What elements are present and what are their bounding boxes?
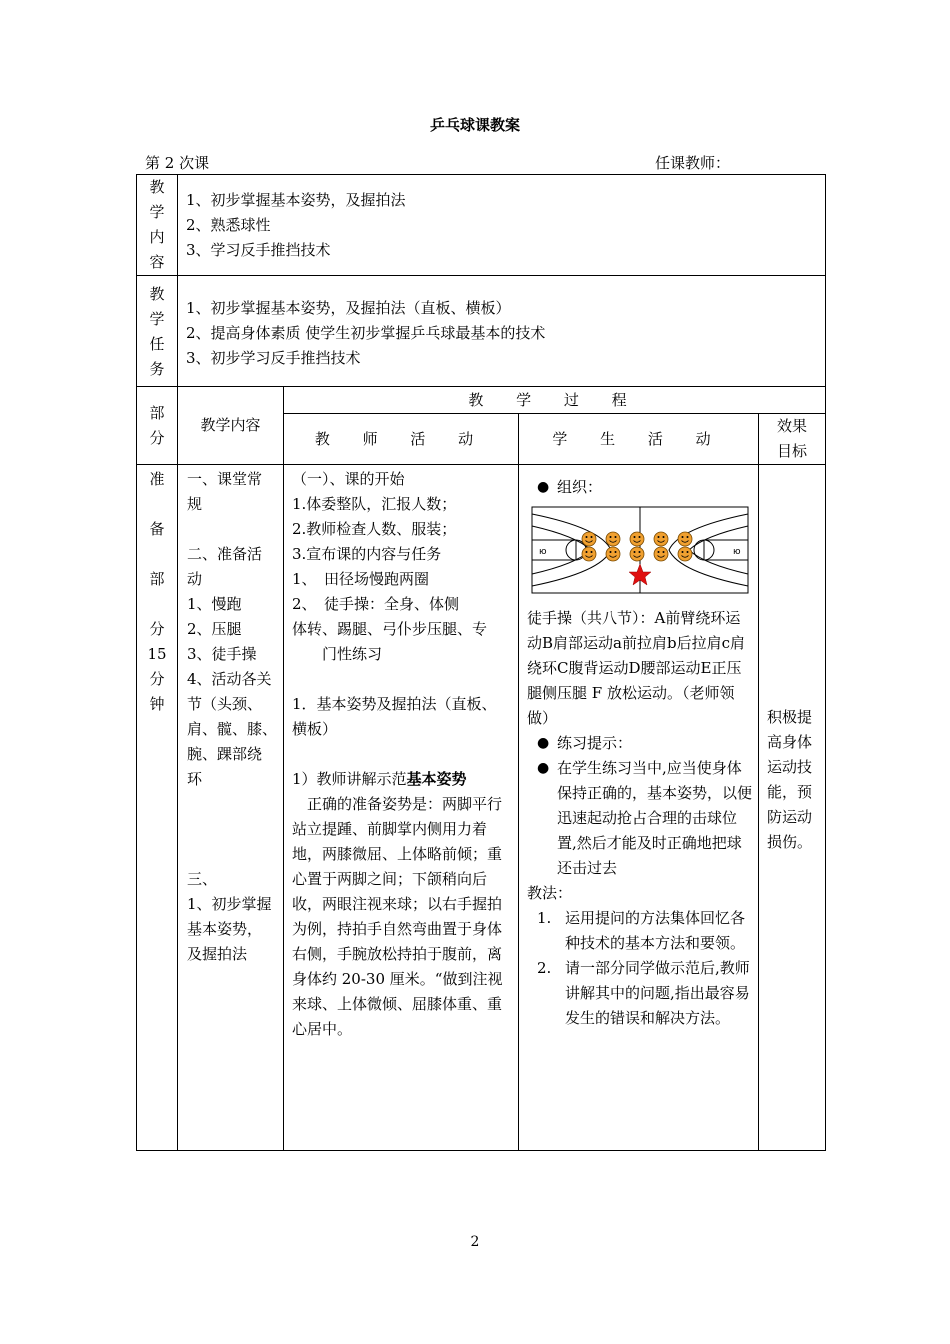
teacher-line: 2.教师检查人数、服装； <box>292 520 457 538</box>
prep-content <box>178 465 284 1151</box>
teacher-paragraph: 正确的准备姿势是：两脚平行站立提踵、前脚掌内侧用力着地，两膝微屈、上体略前倾；重心置于两脚之间；下颌稍向后收，两眼注视来球；以右手握拍为例，持拍手自然弯曲置于身体右侧，手腕放松持拍于腹前，离身体约 20-30 厘米。“做到注视来球、上体微倾、屈膝体重、重心居中。 <box>292 795 503 1038</box>
content-line: 二、准备活 <box>187 545 263 563</box>
smiley-icon <box>630 547 644 561</box>
content-line: 1、初步掌握 <box>187 895 272 913</box>
teacher-line: 3.宣布课的内容与任务 <box>292 545 442 563</box>
teacher-line: 体转、踢腿、弓仆步压腿、专 <box>292 620 488 638</box>
content-line: 节（头颈、 <box>187 695 263 713</box>
task-item: 2、提高身体素质 使学生初步掌握乒乓球最基本的技术 <box>186 324 546 342</box>
method-title: 教法： <box>527 884 573 902</box>
tasks-label: 教 学 任 务 <box>137 276 178 387</box>
org-label: ● 组织： <box>527 475 752 500</box>
smiley-icon <box>654 532 668 546</box>
content-items <box>178 175 826 276</box>
teacher-activity-header: 教 师 活 动 <box>284 414 519 465</box>
content-line: 1、慢跑 <box>187 595 242 613</box>
content-line: 肩、髋、膝、 <box>187 720 278 738</box>
teach-content-header: 教学内容 <box>178 387 284 465</box>
method-item: 2. 请一部分同学做示范后,教师讲解其中的问题,指出最容易发生的错误和解决方法。 <box>537 959 750 1027</box>
content-line: 基本姿势， <box>187 920 263 938</box>
lesson-number: 第 2 次课 <box>145 154 210 172</box>
doc-title: 乒乓球课教案 <box>429 116 520 134</box>
smiley-icon <box>678 532 692 546</box>
teacher-line: 1、 田径场慢跑两圈 <box>292 570 430 588</box>
teacher-line: 1．基本姿势及握拍法（直板、 <box>292 695 497 713</box>
exercise-text: 徒手操（共八节）：A前臂绕环运动B肩部运动a前拉肩b后拉肩c肩绕环C腹背运动D腰部运动E正压腿侧压腿 F 放松运动。（老师领做） <box>527 609 745 727</box>
page-number: 2 <box>470 1234 480 1250</box>
prep-row <box>137 465 826 1151</box>
teacher-demo: 1）教师讲解示范基本姿势 <box>292 770 467 788</box>
effect-header: 效果 目标 <box>759 414 826 465</box>
prep-part-label: 准 备 部 分 15 分 钟 <box>137 465 178 1151</box>
content-item: 1、初步掌握基本姿势，及握拍法 <box>186 191 406 209</box>
smiley-icon <box>678 547 692 561</box>
content-item: 2、熟悉球性 <box>186 216 271 234</box>
content-line: 2、压腿 <box>187 620 242 638</box>
teacher-activity <box>284 465 519 1151</box>
court-svg <box>531 506 749 594</box>
content-line: 动 <box>187 570 203 588</box>
lesson-plan-table <box>136 174 826 1151</box>
student-activity <box>519 465 759 1151</box>
teacher-label: 任课教师： <box>655 154 731 172</box>
smiley-icon <box>582 547 596 561</box>
svg-text:ю: ю <box>539 547 547 557</box>
tasks-items <box>178 276 826 387</box>
smiley-icon <box>606 547 620 561</box>
tip-text: ● 在学生练习当中,应当使身体保持正确的，基本姿势，以便迅速起动抢占合理的击球位置,然后才能及时正确地把球还击过去 <box>527 756 752 881</box>
student-activity-header: 学 生 活 动 <box>519 414 759 465</box>
teacher-line: 2、 徒手操：全身、体侧 <box>292 595 460 613</box>
smiley-icon <box>582 532 596 546</box>
content-line: 三、 <box>187 870 218 888</box>
content-line: 环 <box>187 770 203 788</box>
content-label: 教 学 内 容 <box>137 175 178 276</box>
content-item: 3、学习反手推挡技术 <box>186 241 331 259</box>
content-row <box>137 175 826 276</box>
effect-cell: 积极提高身体运动技能，预防运动损伤。 <box>759 465 826 1151</box>
header-row-1 <box>137 387 826 414</box>
content-line: 一、课堂常 <box>187 470 263 488</box>
task-item: 1、初步掌握基本姿势，及握拍法（直板、横板） <box>186 299 511 317</box>
content-line: 3、徒手操 <box>187 645 257 663</box>
smiley-icon <box>630 532 644 546</box>
process-header: 教 学 过 程 <box>284 387 826 414</box>
content-line: 及握拍法 <box>187 945 248 963</box>
content-line: 规 <box>187 495 203 513</box>
content-line: 4、活动各关 <box>187 670 272 688</box>
tasks-row <box>137 276 826 387</box>
method-item: 1. 运用提问的方法集体回忆各种技术的基本方法和要领。 <box>537 909 746 952</box>
teacher-line: 门性练习 <box>292 645 383 663</box>
part-header: 部 分 <box>137 387 178 465</box>
svg-text:ю: ю <box>733 547 741 557</box>
task-item: 3、初步学习反手推挡技术 <box>186 349 361 367</box>
teacher-line: 横板） <box>292 720 338 738</box>
smiley-icon <box>654 547 668 561</box>
smiley-icon <box>606 532 620 546</box>
teacher-line: 1.体委整队，汇报人数； <box>292 495 457 513</box>
court-diagram <box>531 506 752 602</box>
tip-title: ● 练习提示： <box>527 731 752 756</box>
content-line: 腕、踝部绕 <box>187 745 263 763</box>
teacher-line: （一）、课的开始 <box>292 470 405 488</box>
